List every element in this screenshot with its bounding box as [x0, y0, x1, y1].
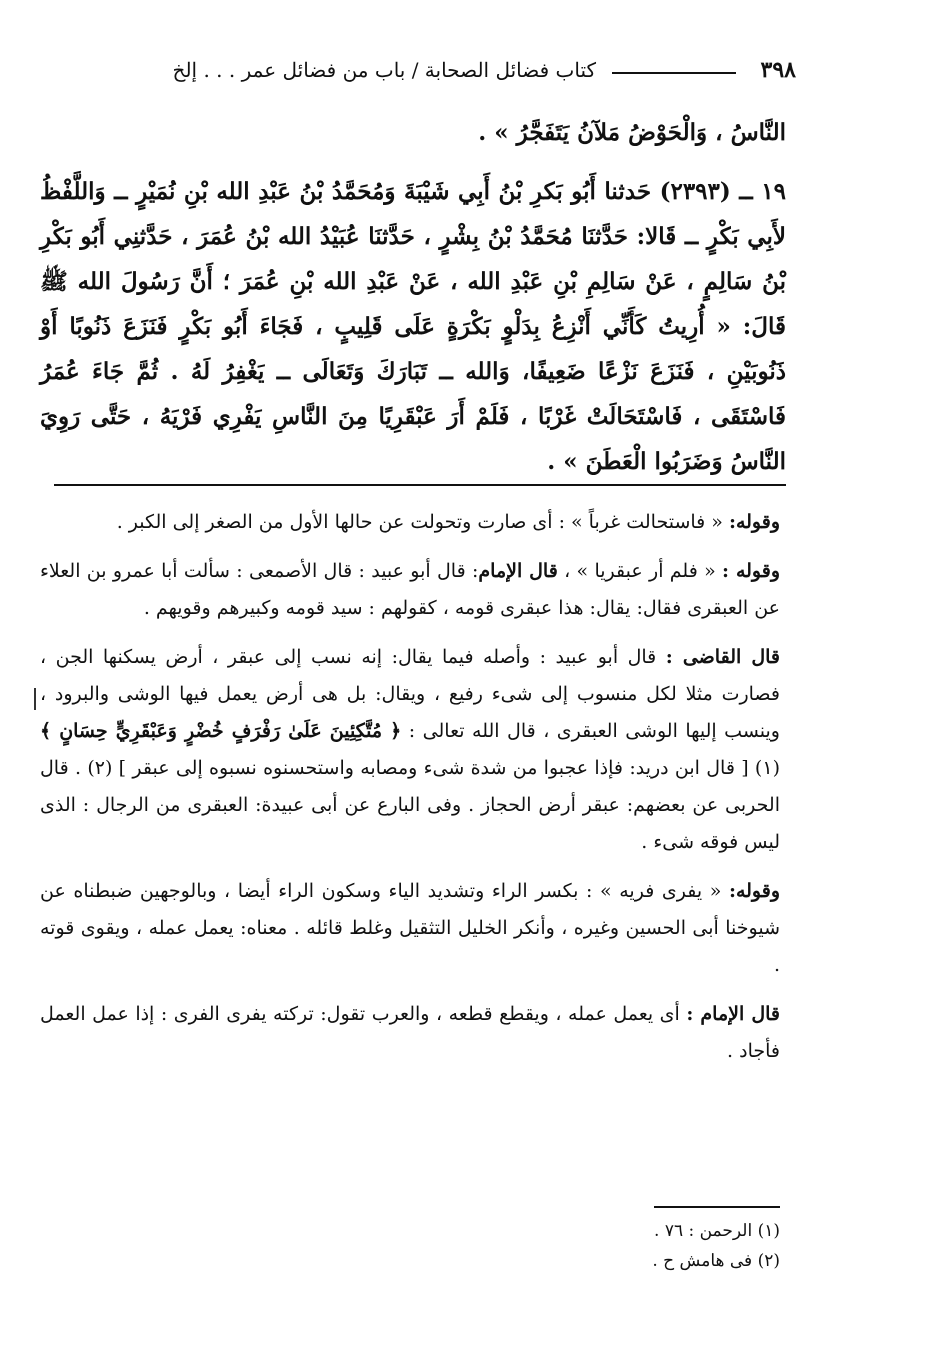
commentary-label: وقوله: [728, 511, 780, 533]
commentary-text: : قال أبو عبيد : قال الأصمعى : سألت أبا عمرو بن العلاء عن العبقرى فقال: يقال: هذا عبقرى قومه ، كقولهم : سيد قومه وكبيرهم وقويهم . [40, 560, 780, 619]
footnote-rule [654, 1206, 780, 1208]
commentary-text: « فاستحالت غرباً » : أى صارت وتحولت عن حالها الأول من الصغر إلى الكبر . [116, 511, 729, 533]
quran-quote: ﴿ مُتَّكِئِينَ عَلَىٰ رَفْرَفٍ خُضْرٍ وَعَبْقَرِيٍّ حِسَانٍ ﴾ [40, 720, 402, 742]
commentary-label: وقوله : [722, 560, 780, 582]
hadith-continuation: النَّاسُ ، وَالْحَوْضُ مَلآنُ يَتَفَجَّرُ » . [478, 119, 786, 146]
commentary-block [40, 504, 780, 1082]
section-divider [54, 484, 786, 486]
footnote: (٢) فى هامش ح . [652, 1251, 780, 1271]
commentary-label: قال القاضى : [665, 646, 780, 668]
commentary-paragraph [40, 639, 780, 861]
commentary-label: قال الإمام [478, 560, 558, 582]
page-header [36, 56, 796, 96]
commentary-paragraph [40, 553, 780, 627]
commentary-paragraph [40, 873, 780, 984]
header-rule [612, 72, 736, 74]
commentary-text: « فلم أر عبقريا » ، [557, 560, 723, 582]
commentary-text: قال أبو عبيد : وأصله فيما يقال: إنه نسب إلى عبقر ، أرض يسكنها الجن ، فصارت مثلا لكل منسوب إلى شىء رفيع ، ويقال: بل هى أرض يعمل فيها الوشى والبرود ، وينسب إليها الوشى العبقرى ، قال الله تعالى : [40, 646, 780, 742]
footnotes [40, 1216, 780, 1276]
commentary-label: قال الإمام : [686, 1003, 780, 1025]
page-number: ٣٩٨ [760, 57, 796, 83]
hadith-paragraph: ١٩ ــ (٢٣٩٣) حَدثنا أَبُو بَكرِ بْنُ أَبِي شَيْبَةَ وَمُحَمَّدُ بْنُ عَبْدِ الله بْنِ نُمَيْرٍ ــ وَاللَّفْظُ لأَبِي بَكْرٍ ــ قَالا: حَدَّثنَا مُحَمَّدُ بْنُ بِشْرٍ ، حَدَّثنَا عُبَيْدُ الله بْنُ عُمَرَ ، حَدَّثنِي أَبُو بَكْرِ بْنُ سَالِمٍ ، عَنْ سَالِمِ بْنِ عَبْدِ الله ، عَنْ عَبْدِ الله بْنِ عُمَرَ ؛ أَنَّ رَسُولَ الله ﷺ قَالَ: « أُرِيتُ كَأَنِّي أَنْزِعُ بِدَلْوٍ بَكْرَةٍ عَلَى قَلِيبٍ ، فَجَاءَ أَبُو بَكْرٍ فَنَزَعَ ذَنُوبًا أَوْ ذَنُوبَيْنِ ، فَنَزَعَ نَزْعًا ضَعِيفًا، وَالله ــ تَبَارَكَ وَتَعَالَى ــ يَغْفِرُ لَهُ . ثُمَّ جَاءَ عُمَرُ فَاسْتَقَى ، فَاسْتَحَالَتْ غَرْبًا ، فَلَمْ أَرَ عَبْقَرِيًا مِنَ النَّاسِ يَفْرِي فَرْيَهُ ، حَتَّى رَوِيَ النَّاسُ وَضَرَبُوا الْعَطَنَ » . [40, 178, 786, 475]
commentary-paragraph [40, 996, 780, 1070]
margin-mark [34, 688, 36, 710]
commentary-text: « يفرى فريه » : بكسر الراء وتشديد الياء وسكون الراء أيضا ، وبالوجهين ضبطناه عن شيوخنا أبى الحسين وغيره ، وأنكر الخليل التثقيل وغلط قائله . معناه: يعمل عمله ، ويقوى قوته . [40, 880, 780, 976]
commentary-text: أى يعمل عمله ، ويقطع قطعه ، والعرب تقول: تركته يفرى الفرى : إذا عمل العمل فأجاد . [40, 1003, 780, 1062]
commentary-paragraph [40, 504, 780, 541]
footnote: (١) الرحمن : ٧٦ . [654, 1221, 780, 1241]
commentary-label: وقوله: [728, 880, 780, 902]
running-title: كتاب فضائل الصحابة / باب من فضائل عمر . . . إلخ [172, 58, 596, 82]
hadith-text-block [40, 110, 786, 484]
commentary-text: (١) [ قال ابن دريد: فإذا عجبوا من شدة شىء ومصابه واستحسنوه نسبوه إلى عبقر ] (٢) . قال الحربى عن بعضهم: عبقر أرض الحجاز . وفى البارع عن أبى عبيدة: العبقرى من الرجال : الذى ليس فوقه شىء . [40, 757, 780, 853]
